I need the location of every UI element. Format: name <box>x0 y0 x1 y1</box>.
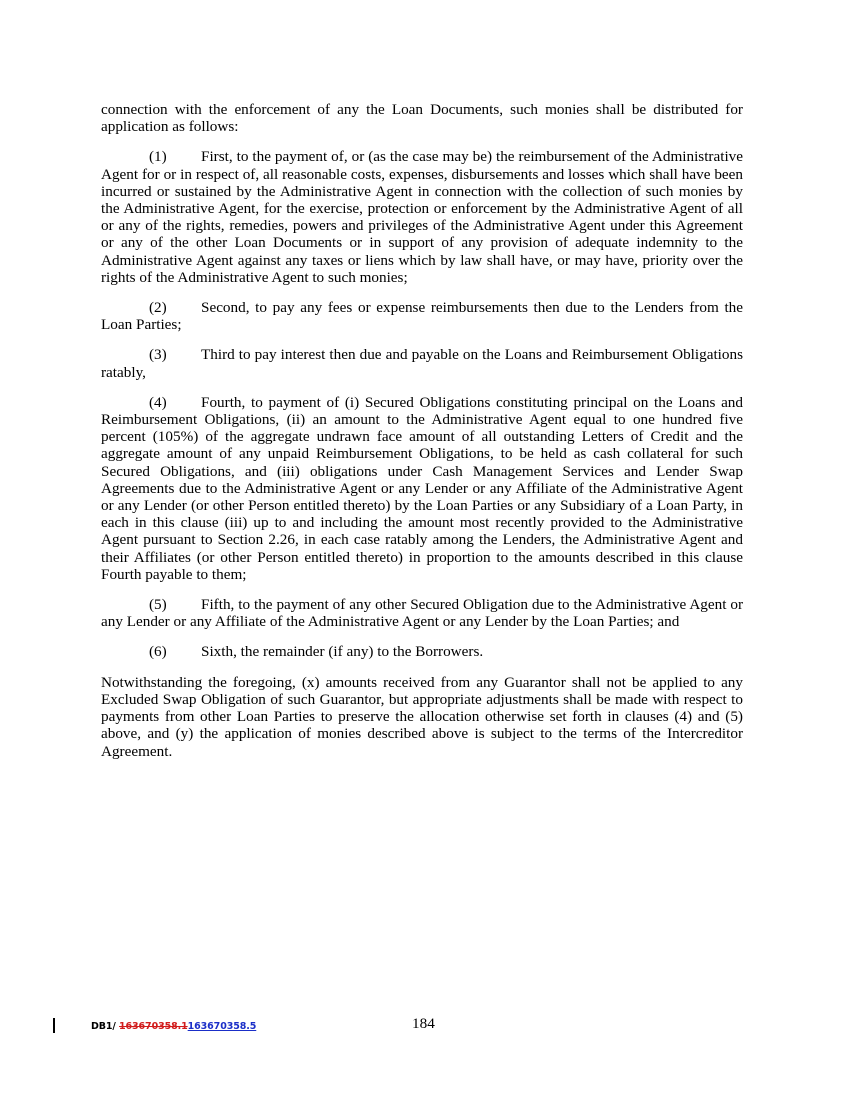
closing-paragraph: Notwithstanding the foregoing, (x) amounts received from any Guarantor shall not be applied to any Excluded Swap Obligation of such Guarantor, but appropriate adjustments shall be made with respect to payments from other Loan Parties to preserve the allocation otherwise set forth in clauses (4) and (5) above, and (y) the application of monies described above is subject to the terms of the Intercreditor Agreement. <box>101 673 743 760</box>
clause-number: (1) <box>149 148 167 166</box>
clause-number: (6) <box>149 643 167 661</box>
clause-4 <box>101 394 743 583</box>
clause-number: (2) <box>149 299 167 317</box>
document-id <box>91 1021 256 1032</box>
clause-6 <box>101 643 743 660</box>
clause-text: Second, to pay any fees or expense reimbursements then due to the Lenders from the Loan Parties; <box>101 299 743 334</box>
deleted-document-id: 163670358.1 <box>119 1021 188 1032</box>
page-number: 184 <box>412 1015 435 1032</box>
clause-text: First, to the payment of, or (as the case may be) the reimbursement of the Administrative Agent for or in respect of, all reasonable costs, expenses, disbursements and losses which shall have been incurred or sustained by the Administrative Agent in connection with the collection of such monies by the Administrative Agent, for the exercise, protection or enforcement by the Administrative Agent of all or any of the rights, remedies, powers and privileges of the Administrative Agent under this Agreement or any of the other Loan Documents or in support of any provision of adequate indemnity to the Administrative Agent against any taxes or liens which by law shall have, or may have, priority over the rights of the Administrative Agent to such monies; <box>101 148 743 286</box>
clause-5 <box>101 596 743 630</box>
clause-text: Third to pay interest then due and payable on the Loans and Reimbursement Obligations ratably, <box>101 346 743 381</box>
document-body <box>101 101 743 773</box>
clause-text: Fourth, to payment of (i) Secured Obligations constituting principal on the Loans and Reimbursement Obligations, (ii) an amount to the Administrative Agent equal to one hundred five percent (105%) of the aggregate undrawn face amount of all outstanding Letters of Credit and the aggregate amount of any unpaid Reimbursement Obligations, to be held as cash collateral for such Secured Obligations, and (iii) obligations under Cash Management Services and Lender Swap Agreements due to the Administrative Agent or any Lender or any Affiliate of the Administrative Agent or any Lender (or other Person entitled thereto) by the Loan Parties or any Subsidiary of a Loan Party, in each in this clause (iii) up to and including the amount most recently provided to the Administrative Agent pursuant to Section 2.26, in each case ratably among the Lenders, the Administrative Agent and their Affiliates (or other Person entitled thereto) in proportion to the amounts described in this clause Fourth payable to them; <box>101 393 743 583</box>
clause-number: (4) <box>149 393 167 411</box>
clause-2 <box>101 299 743 333</box>
clause-3 <box>101 346 743 380</box>
document-id-prefix: DB1/ <box>91 1021 120 1032</box>
intro-paragraph: connection with the enforcement of any the Loan Documents, such monies shall be distributed for application as follows: <box>101 101 743 136</box>
clause-number: (5) <box>149 596 167 614</box>
clause-text: Fifth, to the payment of any other Secured Obligation due to the Administrative Agent or any Lender or any Affiliate of the Administrative Agent or any Lender by the Loan Parties; and <box>101 596 743 631</box>
inserted-document-id: 163670358.5 <box>187 1021 257 1032</box>
clause-number: (3) <box>149 346 167 364</box>
change-bar <box>53 1018 55 1033</box>
clause-text: Sixth, the remainder (if any) to the Borrowers. <box>201 643 484 661</box>
clause-1 <box>101 148 743 286</box>
